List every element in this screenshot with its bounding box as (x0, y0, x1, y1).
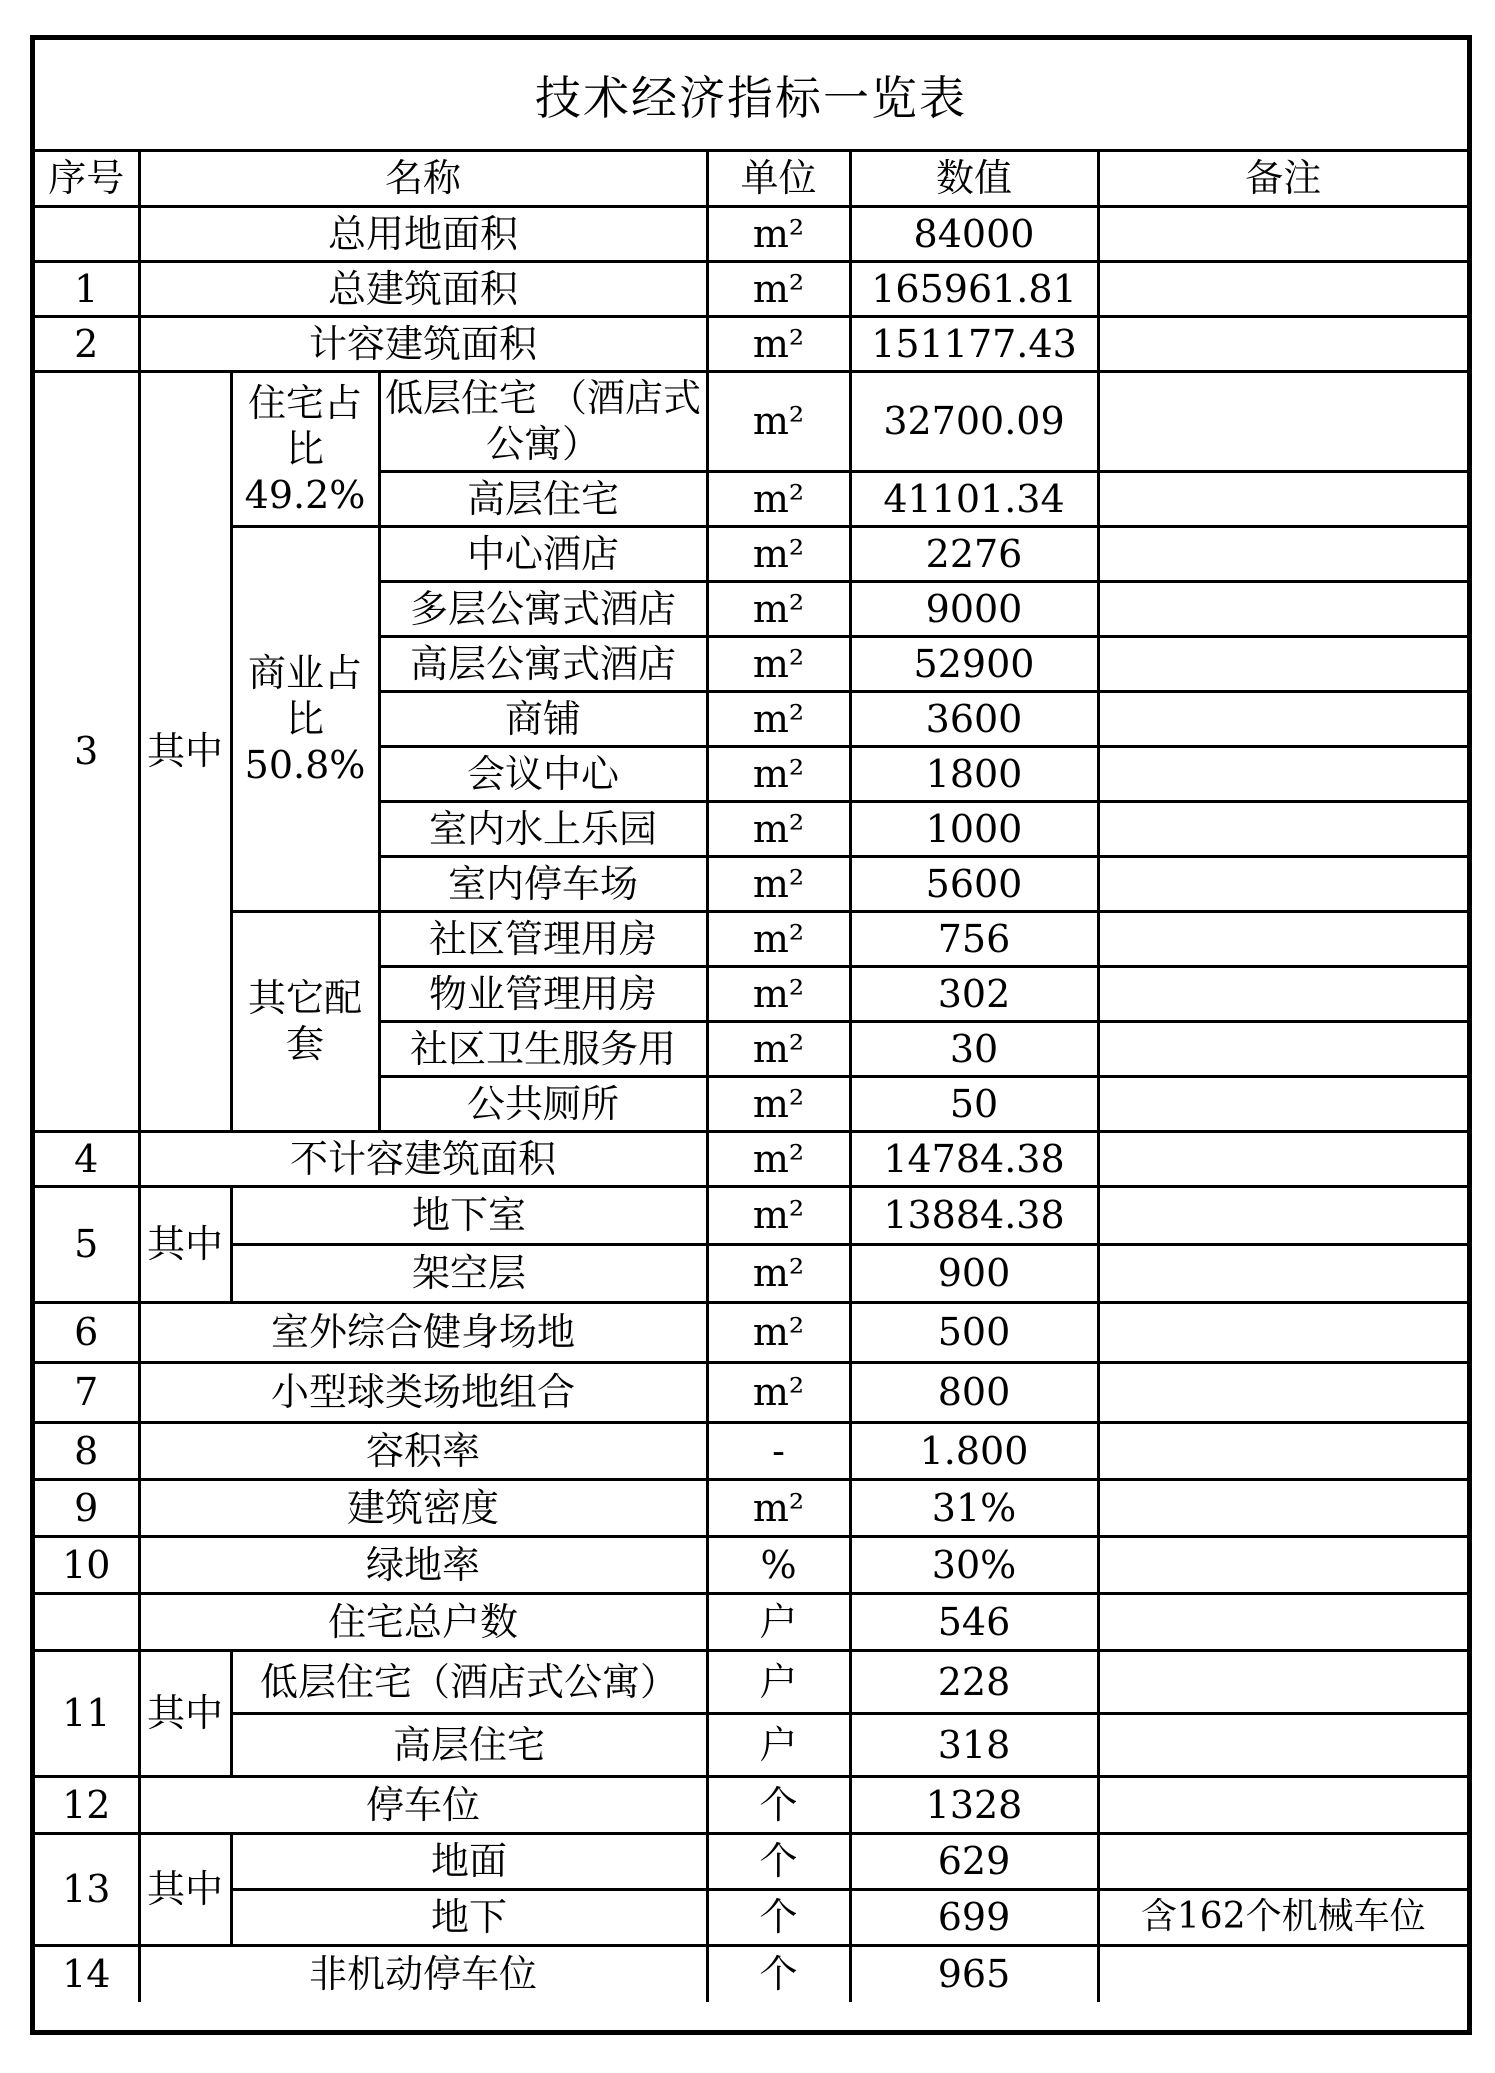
row-name: 低层住宅 （酒店式公寓） (379, 371, 707, 471)
table-row (35, 1536, 1467, 1593)
row-unit: m² (707, 371, 850, 471)
group-label: 其中 (139, 371, 231, 1131)
row-name: 高层住宅 (379, 471, 707, 526)
group-label: 其中 (139, 1186, 231, 1302)
row-name: 建筑密度 (139, 1479, 707, 1536)
row-name: 小型球类场地组合 (139, 1362, 707, 1422)
table-row (35, 1650, 1467, 1713)
row-value: 50 (850, 1076, 1098, 1131)
row-seq: 5 (35, 1186, 139, 1302)
table-row (35, 1479, 1467, 1536)
group-label: 其中 (139, 1833, 231, 1945)
row-note (1098, 371, 1467, 471)
row-name: 高层住宅 (231, 1713, 707, 1776)
row-value: 1800 (850, 746, 1098, 801)
row-value: 14784.38 (850, 1131, 1098, 1186)
table-row (35, 316, 1467, 371)
row-name: 容积率 (139, 1422, 707, 1479)
subgroup-label-other: 其它配套 (231, 911, 379, 1131)
row-value: 30 (850, 1021, 1098, 1076)
row-unit: m² (707, 1021, 850, 1076)
row-name: 地面 (231, 1833, 707, 1889)
row-name: 室外综合健身场地 (139, 1302, 707, 1362)
group-label: 其中 (139, 1650, 231, 1776)
row-unit: m² (707, 1131, 850, 1186)
row-value: 1000 (850, 801, 1098, 856)
row-unit: m² (707, 636, 850, 691)
row-seq: 1 (35, 261, 139, 316)
table-row (35, 1362, 1467, 1422)
row-value: 965 (850, 1945, 1098, 2002)
row-value: 318 (850, 1713, 1098, 1776)
row-unit: m² (707, 746, 850, 801)
row-value: 84000 (850, 206, 1098, 261)
row-unit: m² (707, 691, 850, 746)
table-row (35, 1945, 1467, 2002)
row-value: 546 (850, 1593, 1098, 1650)
row-note (1098, 1244, 1467, 1302)
row-seq: 8 (35, 1422, 139, 1479)
row-name: 商铺 (379, 691, 707, 746)
row-note (1098, 1186, 1467, 1244)
row-note (1098, 856, 1467, 911)
table-row (35, 371, 1467, 471)
row-unit: m² (707, 526, 850, 581)
table-row (35, 1713, 1467, 1776)
row-seq: 4 (35, 1131, 139, 1186)
row-note (1098, 1833, 1467, 1889)
row-note (1098, 1945, 1467, 2002)
row-unit: m² (707, 261, 850, 316)
row-note (1098, 1776, 1467, 1833)
row-value: 30% (850, 1536, 1098, 1593)
row-name: 多层公寓式酒店 (379, 581, 707, 636)
row-value: 41101.34 (850, 471, 1098, 526)
row-unit: 户 (707, 1593, 850, 1650)
row-unit: m² (707, 1362, 850, 1422)
row-note (1098, 1076, 1467, 1131)
subgroup-label-commercial: 商业占比50.8% (231, 526, 379, 911)
table-row (35, 1302, 1467, 1362)
row-value: 3600 (850, 691, 1098, 746)
table-row (35, 1593, 1467, 1650)
row-value: 2276 (850, 526, 1098, 581)
row-note (1098, 1021, 1467, 1076)
row-name: 计容建筑面积 (139, 316, 707, 371)
row-seq: 3 (35, 371, 139, 1131)
row-unit: % (707, 1536, 850, 1593)
row-note (1098, 471, 1467, 526)
indicator-table (35, 152, 1467, 2002)
row-value: 13884.38 (850, 1186, 1098, 1244)
row-seq: 9 (35, 1479, 139, 1536)
row-name: 室内停车场 (379, 856, 707, 911)
row-unit: m² (707, 966, 850, 1021)
row-note (1098, 1593, 1467, 1650)
row-seq: 14 (35, 1945, 139, 2002)
row-unit: 户 (707, 1650, 850, 1713)
table-row (35, 1776, 1467, 1833)
row-seq (35, 1593, 139, 1650)
row-note (1098, 1422, 1467, 1479)
header-name: 名称 (139, 152, 707, 206)
row-unit: m² (707, 911, 850, 966)
row-note: 含162个机械车位 (1098, 1889, 1467, 1945)
row-name: 总建筑面积 (139, 261, 707, 316)
table-row (35, 526, 1467, 581)
table-row (35, 206, 1467, 261)
row-note (1098, 1479, 1467, 1536)
row-note (1098, 1302, 1467, 1362)
table-title: 技术经济指标一览表 (35, 40, 1467, 152)
subgroup-label-residential: 住宅占比49.2% (231, 371, 379, 526)
row-name: 停车位 (139, 1776, 707, 1833)
row-note (1098, 206, 1467, 261)
row-note (1098, 636, 1467, 691)
row-name: 社区卫生服务用 (379, 1021, 707, 1076)
row-name: 地下 (231, 1889, 707, 1945)
row-note (1098, 1713, 1467, 1776)
row-unit: m² (707, 1244, 850, 1302)
row-value: 31% (850, 1479, 1098, 1536)
row-name: 室内水上乐园 (379, 801, 707, 856)
row-value: 1.800 (850, 1422, 1098, 1479)
row-seq (35, 206, 139, 261)
row-note (1098, 1362, 1467, 1422)
row-unit: m² (707, 316, 850, 371)
row-value: 629 (850, 1833, 1098, 1889)
row-note (1098, 801, 1467, 856)
row-note (1098, 966, 1467, 1021)
row-value: 699 (850, 1889, 1098, 1945)
table-row (35, 261, 1467, 316)
row-name: 物业管理用房 (379, 966, 707, 1021)
row-value: 302 (850, 966, 1098, 1021)
row-name: 住宅总户数 (139, 1593, 707, 1650)
row-value: 228 (850, 1650, 1098, 1713)
row-note (1098, 526, 1467, 581)
table-row (35, 1833, 1467, 1889)
row-value: 756 (850, 911, 1098, 966)
row-name: 公共厕所 (379, 1076, 707, 1131)
row-value: 500 (850, 1302, 1098, 1362)
row-unit: m² (707, 581, 850, 636)
row-unit: m² (707, 471, 850, 526)
row-seq: 11 (35, 1650, 139, 1776)
row-value: 1328 (850, 1776, 1098, 1833)
row-unit: - (707, 1422, 850, 1479)
row-unit: 户 (707, 1713, 850, 1776)
row-note (1098, 691, 1467, 746)
row-value: 800 (850, 1362, 1098, 1422)
table-row (35, 1422, 1467, 1479)
row-note (1098, 1131, 1467, 1186)
row-name: 地下室 (231, 1186, 707, 1244)
row-seq: 7 (35, 1362, 139, 1422)
row-name: 会议中心 (379, 746, 707, 801)
row-unit: m² (707, 856, 850, 911)
row-note (1098, 316, 1467, 371)
row-name: 低层住宅（酒店式公寓） (231, 1650, 707, 1713)
row-name: 不计容建筑面积 (139, 1131, 707, 1186)
row-name: 架空层 (231, 1244, 707, 1302)
header-note: 备注 (1098, 152, 1467, 206)
row-note (1098, 746, 1467, 801)
row-note (1098, 261, 1467, 316)
header-row (35, 152, 1467, 206)
row-value: 151177.43 (850, 316, 1098, 371)
row-seq: 10 (35, 1536, 139, 1593)
row-value: 32700.09 (850, 371, 1098, 471)
indicator-sheet (30, 35, 1472, 2035)
row-unit: m² (707, 1479, 850, 1536)
row-value: 165961.81 (850, 261, 1098, 316)
header-value: 数值 (850, 152, 1098, 206)
row-name: 总用地面积 (139, 206, 707, 261)
header-seq: 序号 (35, 152, 139, 206)
row-unit: m² (707, 801, 850, 856)
row-name: 高层公寓式酒店 (379, 636, 707, 691)
row-value: 5600 (850, 856, 1098, 911)
row-seq: 2 (35, 316, 139, 371)
header-unit: 单位 (707, 152, 850, 206)
row-name: 绿地率 (139, 1536, 707, 1593)
row-unit: 个 (707, 1945, 850, 2002)
row-seq: 13 (35, 1833, 139, 1945)
row-name: 中心酒店 (379, 526, 707, 581)
row-name: 非机动停车位 (139, 1945, 707, 2002)
row-value: 9000 (850, 581, 1098, 636)
row-note (1098, 1536, 1467, 1593)
row-seq: 6 (35, 1302, 139, 1362)
table-row (35, 1244, 1467, 1302)
row-value: 900 (850, 1244, 1098, 1302)
row-note (1098, 581, 1467, 636)
row-name: 社区管理用房 (379, 911, 707, 966)
row-note (1098, 1650, 1467, 1713)
row-unit: m² (707, 206, 850, 261)
row-unit: 个 (707, 1889, 850, 1945)
table-row (35, 1889, 1467, 1945)
row-unit: m² (707, 1186, 850, 1244)
table-row (35, 1131, 1467, 1186)
table-row (35, 1186, 1467, 1244)
row-unit: m² (707, 1302, 850, 1362)
row-value: 52900 (850, 636, 1098, 691)
table-row (35, 911, 1467, 966)
row-note (1098, 911, 1467, 966)
row-unit: m² (707, 1076, 850, 1131)
row-seq: 12 (35, 1776, 139, 1833)
row-unit: 个 (707, 1833, 850, 1889)
row-unit: 个 (707, 1776, 850, 1833)
